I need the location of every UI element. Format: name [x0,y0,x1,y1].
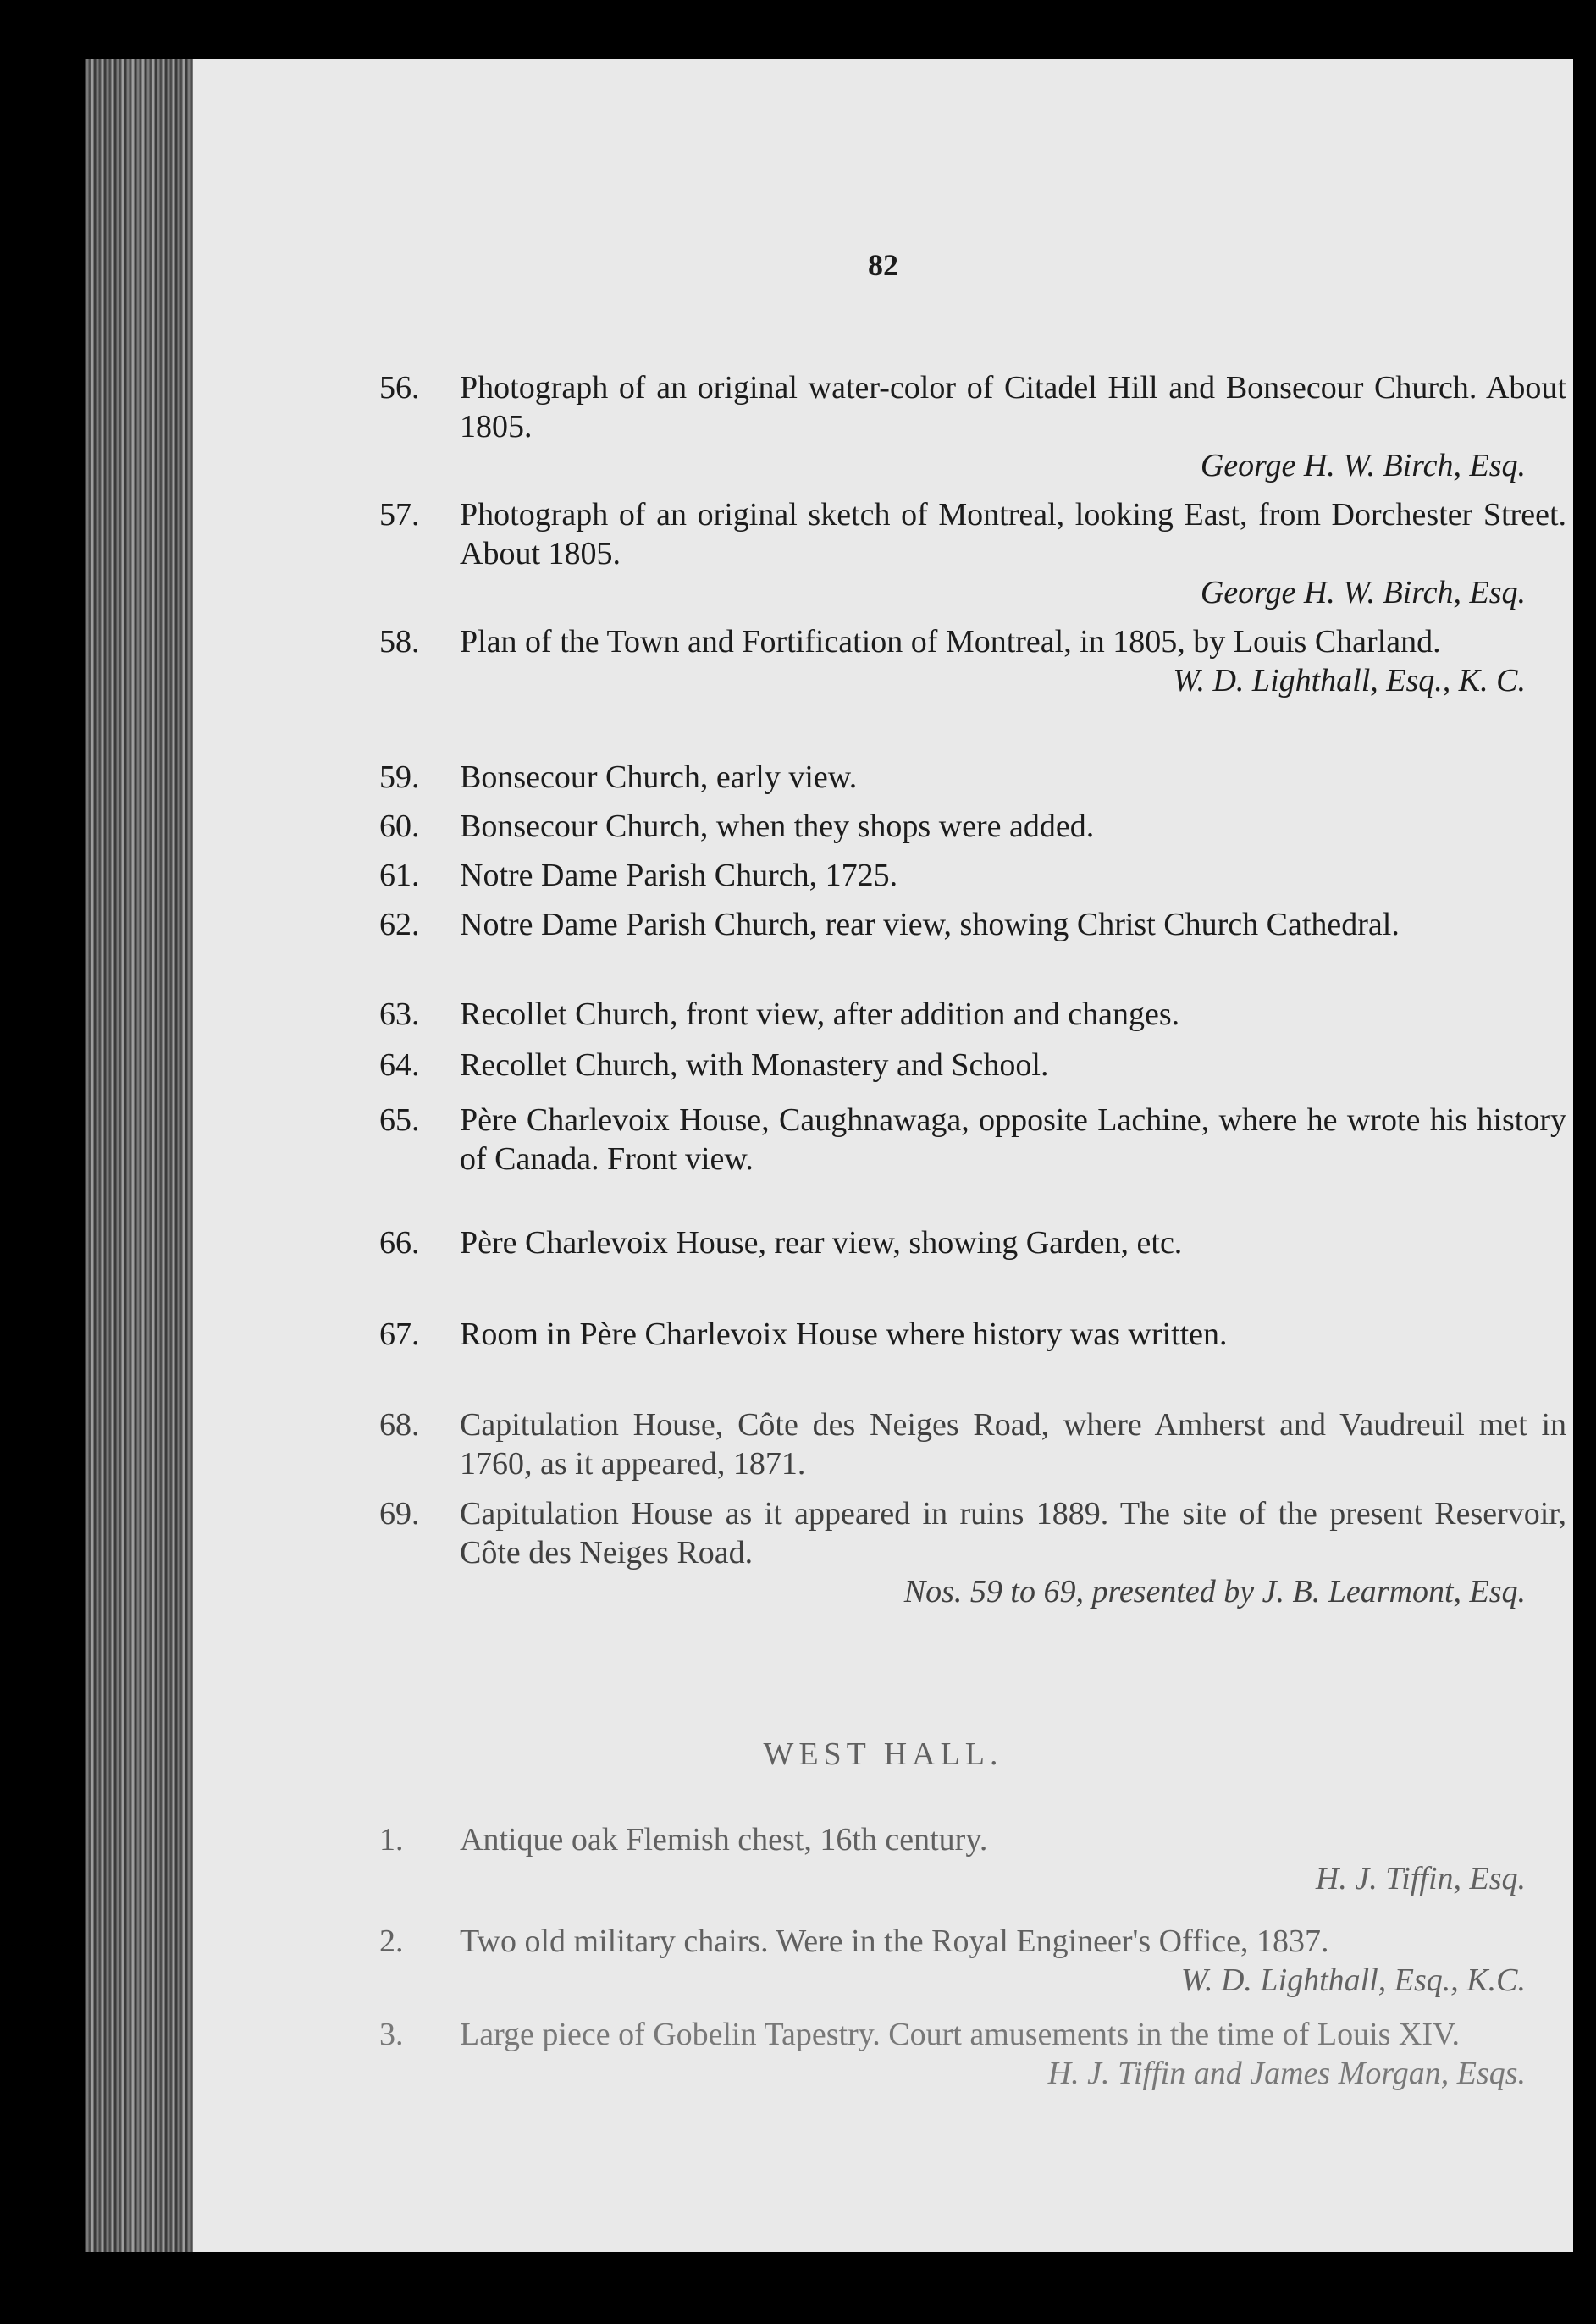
entry-donor: W. D. Lighthall, Esq., K.C. [1180,1962,1526,1998]
entry-text: Capitulation House, Côte des Neiges Road, where Amherst and Vaudreuil met in 1760, as it appeared, 1871. [460,1407,1566,1482]
entry-number: 66. [379,1225,420,1261]
entry-donor: H. J. Tiffin, Esq. [1315,1861,1526,1896]
book-binding-edge [85,59,195,2252]
book-page [193,59,1573,2252]
entry-text: Two old military chairs. Were in the Royal Engineer's Office, 1837. [460,1924,1329,1959]
catalog-entry [379,1922,1566,2000]
catalog-entry [379,1315,1566,1354]
catalog-entry [379,368,1566,485]
entry-number: 58. [379,624,420,660]
entry-donor: W. D. Lighthall, Esq., K. C. [1173,663,1526,698]
section-heading: WEST HALL. [763,1736,1003,1772]
catalog-entry [379,1405,1566,1483]
catalog-entry [379,1820,1566,1898]
entry-number: 57. [379,497,420,533]
entry-number: 61. [379,858,420,893]
entry-text: Capitulation House as it appeared in ruins 1889. The site of the present Reservoir, Côte des Neiges Road. [460,1496,1566,1570]
entry-text: Notre Dame Parish Church, rear view, showing Christ Church Cathedral. [460,907,1400,942]
entry-number: 67. [379,1317,420,1352]
entry-number: 65. [379,1102,420,1138]
catalog-entry [379,758,1566,797]
entry-donor: H. J. Tiffin and James Morgan, Esqs. [1047,2056,1526,2091]
entry-text: Notre Dame Parish Church, 1725. [460,858,898,893]
entry-text: Bonsecour Church, when they shops were added. [460,809,1095,844]
entry-text: Photograph of an original sketch of Montreal, looking East, from Dorchester Street. About 1805. [460,497,1566,571]
entry-number: 68. [379,1407,420,1443]
catalog-entry [379,905,1566,944]
entry-text: Bonsecour Church, early view. [460,759,858,795]
catalog-entry [379,1223,1566,1262]
entry-donor: Nos. 59 to 69, presented by J. B. Learmont, Esq. [903,1574,1526,1609]
entry-number: 1. [379,1822,404,1858]
entry-number: 69. [379,1496,420,1532]
entry-text: Photograph of an original water-color of Citadel Hill and Bonsecour Church. About 1805. [460,370,1566,444]
entry-text: Antique oak Flemish chest, 16th century. [460,1822,988,1858]
catalog-entry [379,995,1566,1034]
catalog-entry [379,1046,1566,1085]
entry-text: Père Charlevoix House, Caughnawaga, opposite Lachine, where he wrote his history of Canada. Front view. [460,1102,1566,1177]
entry-number: 60. [379,809,420,844]
entry-text: Recollet Church, front view, after addition and changes. [460,996,1180,1032]
catalog-entry [379,622,1566,700]
entry-number: 56. [379,370,420,406]
entry-number: 63. [379,996,420,1032]
entry-text: Large piece of Gobelin Tapestry. Court amusements in the time of Louis XIV. [460,2017,1461,2052]
entry-text: Recollet Church, with Monastery and School. [460,1047,1049,1083]
entry-text: Room in Père Charlevoix House where history was written. [460,1317,1228,1352]
catalog-entry [379,807,1566,846]
page-number: 82 [868,248,898,282]
entry-number: 59. [379,759,420,795]
entry-number: 62. [379,907,420,942]
catalog-entry [379,2015,1566,2093]
catalog-entry [379,856,1566,895]
catalog-entry [379,1101,1566,1179]
entry-number: 2. [379,1924,404,1959]
entry-donor: George H. W. Birch, Esq. [1200,575,1526,610]
entry-donor: George H. W. Birch, Esq. [1200,448,1526,483]
entry-number: 3. [379,2017,404,2052]
catalog-entry [379,1494,1566,1611]
catalog-entry [379,495,1566,612]
entry-text: Père Charlevoix House, rear view, showing Garden, etc. [460,1225,1183,1261]
entry-number: 64. [379,1047,420,1083]
entry-text: Plan of the Town and Fortification of Montreal, in 1805, by Louis Charland. [460,624,1441,660]
